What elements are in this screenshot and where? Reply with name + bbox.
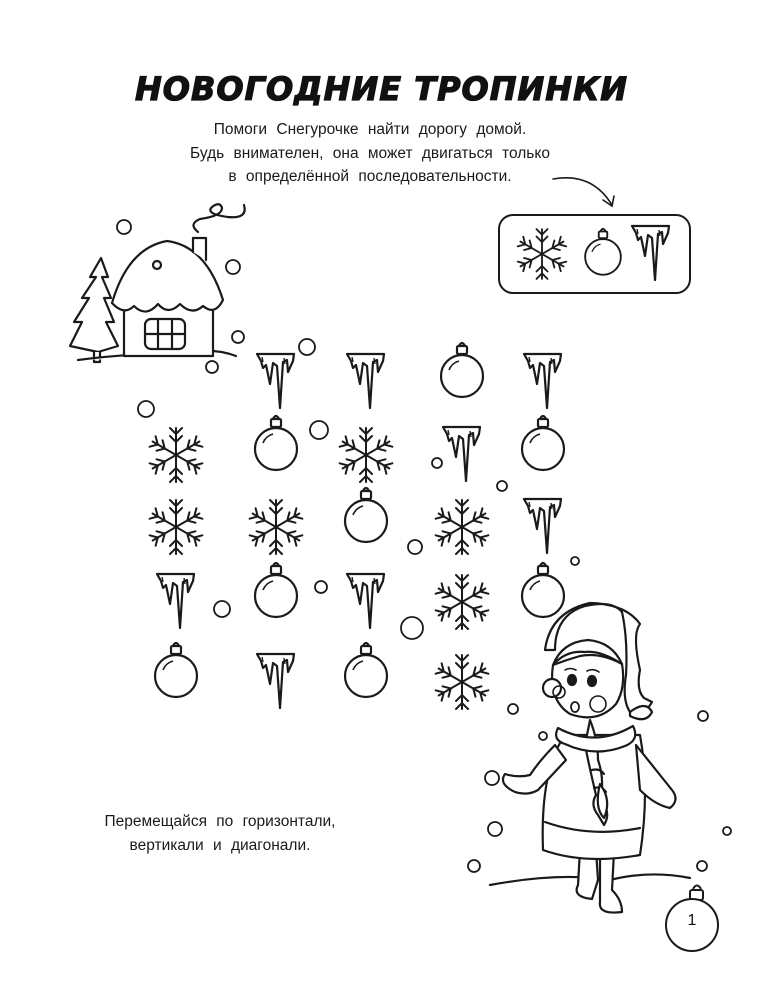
maze-cell-snowflake-icon — [150, 500, 203, 554]
instructions-line-2: Будь внимателен, она может двигаться только — [190, 144, 550, 162]
page-title: НОВОГОДНИЕ ТРОПИНКИ — [135, 70, 628, 108]
movement-hint-line-2: вертикали и диагонали. — [129, 837, 311, 854]
legend-arrow — [553, 178, 614, 206]
maze-grid — [150, 343, 564, 709]
maze-cell-ornament-icon — [522, 416, 564, 470]
maze-cell-snowflake-icon — [436, 500, 489, 554]
maze-cell-ornament-icon — [345, 643, 387, 697]
maze-cell-icicle-icon — [257, 654, 294, 708]
maze-cell-icicle-icon — [347, 354, 384, 408]
movement-hint-line-1: Перемещайся по горизонтали, — [104, 813, 336, 830]
instructions-line-1: Помоги Снегурочке найти дорогу домой. — [213, 121, 527, 138]
maze-cell-icicle-icon — [157, 574, 194, 628]
maze-cell-snowflake-icon — [436, 575, 489, 629]
maze-cell-ornament-icon — [345, 488, 387, 542]
instructions-line-3: в определённой последовательности. — [228, 168, 512, 185]
maze-cell-icicle-icon — [524, 354, 561, 408]
maze-cell-icicle-icon — [443, 427, 480, 481]
maze-cell-snowflake-icon — [436, 655, 489, 709]
sequence-legend — [499, 215, 690, 293]
maze-cell-snowflake-icon — [150, 428, 203, 482]
house-icon — [70, 204, 245, 362]
maze-cell-icicle-icon — [524, 499, 561, 553]
page-number: 1 — [687, 912, 697, 929]
maze-cell-snowflake-icon — [250, 500, 303, 554]
maze-cell-ornament-icon — [522, 563, 564, 617]
maze-cell-ornament-icon — [255, 416, 297, 470]
maze-cell-ornament-icon — [441, 343, 483, 397]
maze-cell-snowflake-icon — [340, 428, 393, 482]
maze-cell-ornament-icon — [255, 563, 297, 617]
snegurochka-illustration — [490, 603, 690, 913]
maze-cell-ornament-icon — [155, 643, 197, 697]
maze-cell-icicle-icon — [347, 574, 384, 628]
maze-cell-icicle-icon — [257, 354, 294, 408]
